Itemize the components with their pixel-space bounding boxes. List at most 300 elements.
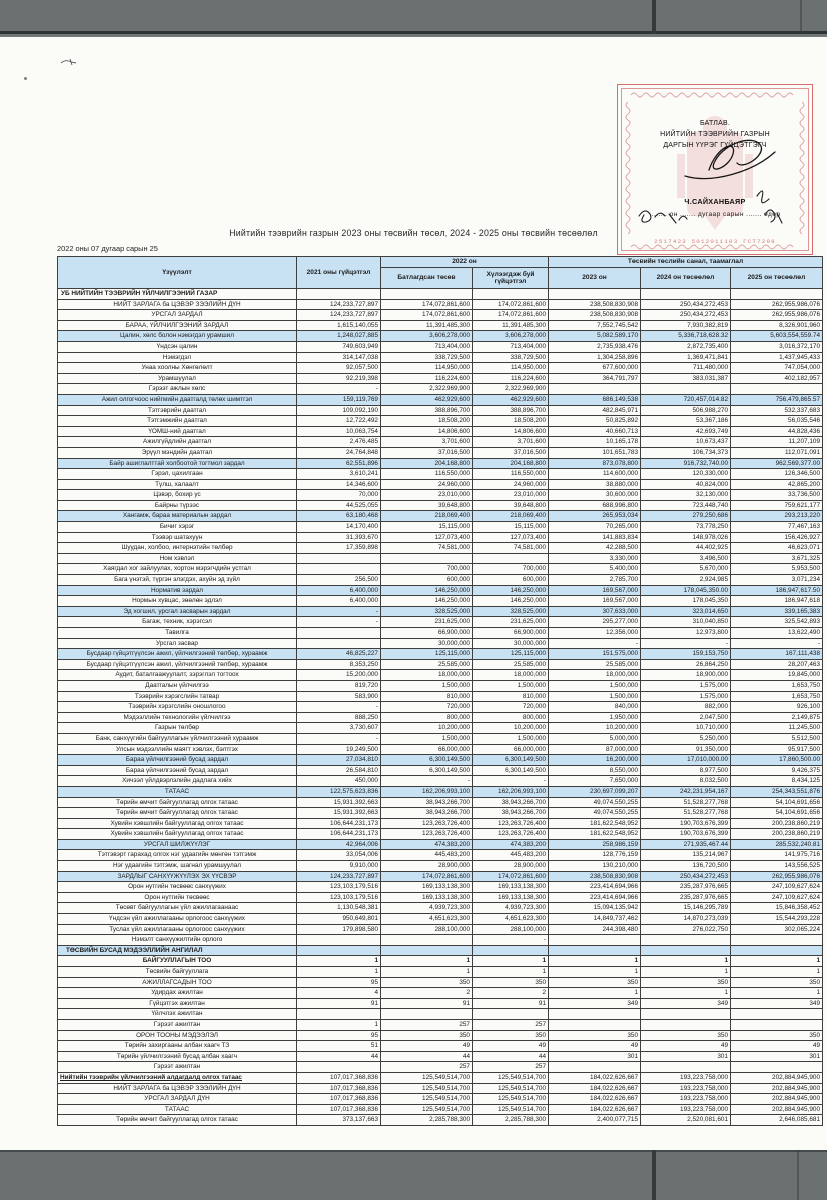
row-value: 200,238,860,219 <box>731 818 823 829</box>
row-value: 1,500,000 <box>473 680 549 691</box>
row-value: 124,233,727,897 <box>297 299 381 310</box>
row-label: Тэтгэврийн даатгал <box>58 405 297 416</box>
row-value <box>549 935 641 946</box>
row-value: 258,986,159 <box>549 839 641 850</box>
row-value: 14,806,600 <box>473 426 549 437</box>
table-row <box>58 850 823 861</box>
row-value: 7,650,000 <box>549 776 641 787</box>
row-value: 474,383,200 <box>381 839 473 850</box>
row-value <box>297 628 381 639</box>
row-value: 7,552,745,542 <box>549 320 641 331</box>
row-label: Ажил олгогчоос нийгмийн даатгалд төлөх шимтгэл <box>58 394 297 405</box>
row-value: 193,223,758,000 <box>641 1104 731 1115</box>
row-label: Төрийн өмчит байгууллагад олгох татаас <box>58 797 297 808</box>
header-group-2022: 2022 он <box>381 257 549 268</box>
row-value: 810,000 <box>381 691 473 702</box>
row-value: 244,398,480 <box>549 924 641 935</box>
row-label: Бичиг хэрэг <box>58 522 297 533</box>
row-value: 148,978,026 <box>641 532 731 543</box>
row-value: 2,285,788,300 <box>381 1115 473 1126</box>
row-value: 15,544,293,228 <box>731 914 823 925</box>
row-value: 73,778,250 <box>641 522 731 533</box>
table-row <box>58 892 823 903</box>
row-value: 38,880,000 <box>549 479 641 490</box>
row-value: 301 <box>731 1051 823 1062</box>
row-value: 720,000 <box>473 702 549 713</box>
row-label: БАЙГУУЛЛАГЫН ТОО <box>58 956 297 967</box>
row-label: Хувийн хэвшлийн байгууллагад олгох татаас <box>58 829 297 840</box>
row-value: 39,648,800 <box>381 500 473 511</box>
row-value: 5,512,500 <box>731 733 823 744</box>
row-value: 19,249,500 <box>297 744 381 755</box>
row-value: 2,149,875 <box>731 712 823 723</box>
row-value: 167,111,438 <box>731 649 823 660</box>
row-value <box>641 384 731 395</box>
row-value: - <box>381 776 473 787</box>
table-row <box>58 511 823 522</box>
table-row <box>58 458 823 469</box>
row-value: 8,353,250 <box>297 659 381 670</box>
row-value: 169,133,138,300 <box>381 892 473 903</box>
row-value: 1,437,945,433 <box>731 352 823 363</box>
table-row <box>58 786 823 797</box>
table-row <box>58 490 823 501</box>
row-label: Тавилга <box>58 628 297 639</box>
row-value: 338,729,500 <box>381 352 473 363</box>
row-value: 107,017,368,836 <box>297 1083 381 1094</box>
row-value: 174,072,861,600 <box>473 871 549 882</box>
row-value: - <box>641 638 731 649</box>
row-label: БАРАА, ҮЙЛЧИЛГЭЭНИЙ ЗАРДАЛ <box>58 320 297 331</box>
row-value: 583,900 <box>297 691 381 702</box>
row-value: 125,549,514,700 <box>381 1072 473 1083</box>
row-value: - <box>297 733 381 744</box>
row-label: Тээврийн хэрэгслийн татвар <box>58 691 297 702</box>
table-row <box>58 861 823 872</box>
table-row <box>58 1104 823 1115</box>
row-value: 30,600,000 <box>549 490 641 501</box>
row-value: 8,434,125 <box>731 776 823 787</box>
row-value: 302,065,224 <box>731 924 823 935</box>
row-value: 125,549,514,700 <box>473 1083 549 1094</box>
row-value: 143,556,525 <box>731 861 823 872</box>
row-value <box>641 935 731 946</box>
row-value: 328,525,000 <box>381 606 473 617</box>
row-value: 19,845,000 <box>731 670 823 681</box>
row-value: 10,200,000 <box>549 723 641 734</box>
table-row <box>58 765 823 776</box>
row-value: - <box>297 384 381 395</box>
row-value: 123,103,179,516 <box>297 882 381 893</box>
row-label: УРСГАЛ ЗАРДАЛ <box>58 310 297 321</box>
document-page <box>0 37 827 1150</box>
row-value: 1,653,750 <box>731 691 823 702</box>
row-value: 301 <box>641 1051 731 1062</box>
row-value <box>381 945 473 956</box>
row-value: 686,149,538 <box>549 394 641 405</box>
row-value <box>297 935 381 946</box>
stamp-date-blank: ........ он ....... дугаар сарын ....... өдөр <box>649 211 781 218</box>
row-value <box>641 289 731 300</box>
table-row <box>58 988 823 999</box>
row-value: 5,082,589,170 <box>549 331 641 342</box>
row-value: 193,223,758,000 <box>641 1083 731 1094</box>
row-value: 18,508,200 <box>381 416 473 427</box>
row-value: 50,825,892 <box>549 416 641 427</box>
table-row <box>58 659 823 670</box>
row-value: 46,825,227 <box>297 649 381 660</box>
row-value: 9,910,000 <box>297 861 381 872</box>
row-value: 40,824,000 <box>641 479 731 490</box>
row-label: ЗАРДЛЫГ САНХҮҮЖҮҮЛЭХ ЭХ ҮҮСВЭР <box>58 871 297 882</box>
row-value: 14,170,400 <box>297 522 381 533</box>
row-value: 759,621,177 <box>731 500 823 511</box>
row-value: 2,322,969,900 <box>381 384 473 395</box>
row-label: Бараа үйлчилгээний бусад зардал <box>58 765 297 776</box>
row-value: 107,017,368,836 <box>297 1094 381 1105</box>
row-value: 3,071,234 <box>731 575 823 586</box>
row-value: 25,585,000 <box>473 659 549 670</box>
row-value: 32,130,000 <box>641 490 731 501</box>
row-value: 156,426,927 <box>731 532 823 543</box>
table-row <box>58 373 823 384</box>
row-value: 14,870,273,039 <box>641 914 731 925</box>
row-value <box>381 935 473 946</box>
row-value: 10,673,437 <box>641 437 731 448</box>
row-value: 1,130,548,381 <box>297 903 381 914</box>
table-row <box>58 818 823 829</box>
row-label: Унаа хоолны Хөнгөлөлт <box>58 363 297 374</box>
row-label: Гэрээт ажлын хөлс <box>58 384 297 395</box>
row-value: 402,182,957 <box>731 373 823 384</box>
row-value: 1 <box>731 967 823 978</box>
row-value: 1 <box>549 967 641 978</box>
row-value: 28,900,000 <box>381 861 473 872</box>
row-value: 373,137,663 <box>297 1115 381 1126</box>
table-row <box>58 744 823 755</box>
row-value: 235,287,976,665 <box>641 892 731 903</box>
row-value: 42,693,749 <box>641 426 731 437</box>
row-value: 4,651,623,300 <box>381 914 473 925</box>
row-value: 169,567,000 <box>549 585 641 596</box>
row-value: 26,864,250 <box>641 659 731 670</box>
table-row <box>58 522 823 533</box>
row-label: Хувийн хэвшлийн байгууллагад олгох татаас <box>58 818 297 829</box>
row-value <box>297 553 381 564</box>
row-value: 1,500,000 <box>381 733 473 744</box>
row-value: 202,884,945,900 <box>731 1083 823 1094</box>
table-row <box>58 829 823 840</box>
table-row <box>58 882 823 893</box>
row-label: Тээвэр шатахуун <box>58 532 297 543</box>
row-label: Ажилгүйдлийн даатгал <box>58 437 297 448</box>
row-value: 179,898,580 <box>297 924 381 935</box>
table-row <box>58 1115 823 1126</box>
row-value: 15,200,000 <box>297 670 381 681</box>
table-row <box>58 1030 823 1041</box>
row-value: 14,346,600 <box>297 479 381 490</box>
row-value: 279,250,686 <box>641 511 731 522</box>
row-value: 11,245,500 <box>731 723 823 734</box>
table-row <box>58 945 823 956</box>
row-value: 1 <box>549 988 641 999</box>
row-value: 350 <box>641 977 731 988</box>
row-value: 63,180,468 <box>297 511 381 522</box>
row-value: 40,660,713 <box>549 426 641 437</box>
row-value: 184,022,626,667 <box>549 1094 641 1105</box>
header-approved-budget: Батлагдсан төсөв <box>381 268 473 289</box>
row-value: 37,016,500 <box>381 447 473 458</box>
row-label: Гүйцэтгэх ажилтан <box>58 998 297 1009</box>
row-value: 125,115,000 <box>381 649 473 660</box>
row-value: 193,223,758,000 <box>641 1072 731 1083</box>
scanner-artifact-line <box>797 1150 799 1200</box>
row-value: 1,950,000 <box>549 712 641 723</box>
row-value <box>641 1062 731 1073</box>
row-label: Мэдээллийн технологийн үйлчилгээ <box>58 712 297 723</box>
row-value: 186,947,617.50 <box>731 585 823 596</box>
row-value: 116,224,600 <box>473 373 549 384</box>
row-value: 28,207,463 <box>731 659 823 670</box>
row-value: 388,896,700 <box>381 405 473 416</box>
row-value: 950,649,801 <box>297 914 381 925</box>
table-row <box>58 437 823 448</box>
row-value: 2,285,788,300 <box>473 1115 549 1126</box>
table-row <box>58 479 823 490</box>
row-value: 126,346,500 <box>731 469 823 480</box>
header-group-proposal: Төсвийн төслийн санал, таамаглал <box>549 257 823 268</box>
row-value: 116,550,000 <box>381 469 473 480</box>
row-value: 250,434,272,453 <box>641 871 731 882</box>
row-value: 1,500,000 <box>381 680 473 691</box>
table-row <box>58 977 823 988</box>
row-value: 8,977,500 <box>641 765 731 776</box>
table-row <box>58 289 823 300</box>
row-label: Бага үнэтэй, түргэн элэгдэх, ахуйн эд зүйл <box>58 575 297 586</box>
table-row <box>58 310 823 321</box>
row-value: 49,074,550,255 <box>549 797 641 808</box>
row-value: 749,603,949 <box>297 341 381 352</box>
row-value: 125,549,514,700 <box>473 1072 549 1083</box>
row-label: Бараа үйлчилгээний бусад зардал <box>58 755 297 766</box>
row-value: 184,022,626,667 <box>549 1083 641 1094</box>
table-row <box>58 1094 823 1105</box>
row-value: 112,071,091 <box>731 447 823 458</box>
row-value: 388,896,700 <box>473 405 549 416</box>
row-value: 1,500,000 <box>549 691 641 702</box>
row-value: 962,569,377.00 <box>731 458 823 469</box>
row-value: 42,964,006 <box>297 839 381 850</box>
row-value: 136,720,500 <box>641 861 731 872</box>
row-value: 756,479,865.57 <box>731 394 823 405</box>
table-row <box>58 564 823 575</box>
row-value: 10,200,000 <box>473 723 549 734</box>
row-value: 2,735,938,476 <box>549 341 641 352</box>
row-value: 174,072,861,600 <box>381 310 473 321</box>
row-value: 169,567,000 <box>549 596 641 607</box>
row-value <box>297 638 381 649</box>
row-value: 11,207,109 <box>731 437 823 448</box>
row-value: 174,072,861,600 <box>473 310 549 321</box>
row-value: 106,644,231,173 <box>297 829 381 840</box>
row-value: 44 <box>381 1051 473 1062</box>
row-label: Удирдах ажилтан <box>58 988 297 999</box>
row-value: 174,072,861,600 <box>381 299 473 310</box>
row-label: Төрийн үйлчилгээний бусад албан хаагч <box>58 1051 297 1062</box>
table-row <box>58 776 823 787</box>
row-value: 62,551,896 <box>297 458 381 469</box>
row-value: 74,581,000 <box>381 543 473 554</box>
stamp-serial-number: 2517423 5012011103 ГСТ7298 <box>654 238 776 245</box>
row-value: 688,996,800 <box>549 500 641 511</box>
row-value: 181,622,548,952 <box>549 829 641 840</box>
row-value: 285,532,240.81 <box>731 839 823 850</box>
table-row <box>58 797 823 808</box>
table-row <box>58 585 823 596</box>
row-label: Эд хогшил, урсгал засварын зардал <box>58 606 297 617</box>
table-row <box>58 500 823 511</box>
row-value: 18,000,000 <box>381 670 473 681</box>
table-row <box>58 596 823 607</box>
row-value: 135,214,967 <box>641 850 731 861</box>
row-label: Хаягдал хог зайлуулах, хортон мэрэгчдийн устгал <box>58 564 297 575</box>
scanner-band-bottom <box>0 1150 827 1200</box>
row-value: 4,939,723,300 <box>381 903 473 914</box>
row-label: Хангамж, бараа материалын зардал <box>58 511 297 522</box>
row-value: 24,764,848 <box>297 447 381 458</box>
row-value: 49 <box>549 1041 641 1052</box>
row-value: 114,950,000 <box>381 363 473 374</box>
table-row <box>58 956 823 967</box>
table-row <box>58 447 823 458</box>
row-value: 2,047,500 <box>641 712 731 723</box>
row-label: Улсын мэдээллийн маягт хэвлэх, бэлтгэх <box>58 744 297 755</box>
row-value: 723,448,740 <box>641 500 731 511</box>
row-value: 15,146,295,789 <box>641 903 731 914</box>
row-value: 10,063,754 <box>297 426 381 437</box>
row-value: 6,400,000 <box>297 596 381 607</box>
row-value: 101,651,783 <box>549 447 641 458</box>
row-label: ТАТААС <box>58 1104 297 1115</box>
row-label: Цэвэр, бохир ус <box>58 490 297 501</box>
row-value: 15,846,358,452 <box>731 903 823 914</box>
row-value: 238,508,830,908 <box>549 871 641 882</box>
table-row <box>58 553 823 564</box>
row-value: 16,200,000 <box>549 755 641 766</box>
row-label: Гэрээт ажилтан <box>58 1019 297 1030</box>
row-label: Төрийн өмчит байгууллагад олгох татаас <box>58 1115 297 1126</box>
row-value: 2,872,735,400 <box>641 341 731 352</box>
row-value: 193,223,758,000 <box>641 1094 731 1105</box>
row-value: 350 <box>731 1030 823 1041</box>
row-label: Шуудан, холбоо, интернэтийн төлбөр <box>58 543 297 554</box>
row-value: 27,034,810 <box>297 755 381 766</box>
row-value: 91,350,000 <box>641 744 731 755</box>
row-value: 3,701,600 <box>381 437 473 448</box>
row-value: 15,094,135,942 <box>549 903 641 914</box>
row-label: Нэмэлт санхүүжилтийн орлого <box>58 935 297 946</box>
row-value: 2,476,485 <box>297 437 381 448</box>
row-value: 350 <box>381 1030 473 1041</box>
row-value: 1 <box>381 956 473 967</box>
row-value: 107,017,368,836 <box>297 1104 381 1115</box>
row-value: 146,250,000 <box>473 585 549 596</box>
row-value: 159,119,769 <box>297 394 381 405</box>
row-value: 70,265,000 <box>549 522 641 533</box>
row-value: 44,402,925 <box>641 543 731 554</box>
table-row <box>58 935 823 946</box>
row-value <box>297 945 381 956</box>
row-value <box>473 289 549 300</box>
row-value: 482,845,971 <box>549 405 641 416</box>
row-value: 54,104,691,656 <box>731 808 823 819</box>
row-value: 141,883,834 <box>549 532 641 543</box>
table-row <box>58 384 823 395</box>
row-value: 123,263,726,400 <box>381 829 473 840</box>
row-value: 819,720 <box>297 680 381 691</box>
table-row <box>58 755 823 766</box>
row-value: 12,722,492 <box>297 416 381 427</box>
row-value <box>473 1009 549 1020</box>
row-value: 74,581,000 <box>473 543 549 554</box>
row-value: - <box>297 702 381 713</box>
row-value: 4,939,723,300 <box>473 903 549 914</box>
table-row <box>58 839 823 850</box>
row-value: 1 <box>473 956 549 967</box>
row-label: ОРОН ТООНЫ МЭДЭЭЛЭЛ <box>58 1030 297 1041</box>
row-value: 28,900,000 <box>473 861 549 872</box>
row-value: 202,884,945,900 <box>731 1104 823 1115</box>
row-value: 2,400,077,715 <box>549 1115 641 1126</box>
row-value: 713,404,000 <box>473 341 549 352</box>
row-value: 445,483,200 <box>381 850 473 861</box>
row-value: 339,165,383 <box>731 606 823 617</box>
row-value: 231,625,000 <box>381 617 473 628</box>
row-value: 256,500 <box>297 575 381 586</box>
table-row <box>58 543 823 554</box>
row-value: 4,651,623,300 <box>473 914 549 925</box>
row-value: 38,943,266,700 <box>473 808 549 819</box>
row-value: 91 <box>297 998 381 1009</box>
row-value: 265,953,034 <box>549 511 641 522</box>
row-value: 124,233,727,897 <box>297 871 381 882</box>
table-row <box>58 617 823 628</box>
row-value: 125,549,514,700 <box>381 1083 473 1094</box>
row-value: 10,710,000 <box>641 723 731 734</box>
row-value: 1 <box>381 967 473 978</box>
row-value: 13,622,490 <box>731 628 823 639</box>
row-value: 1,615,140,055 <box>297 320 381 331</box>
row-value: 257 <box>473 1019 549 1030</box>
row-value: 146,250,000 <box>381 585 473 596</box>
row-value: 3,701,600 <box>473 437 549 448</box>
row-value: 223,414,694,966 <box>549 892 641 903</box>
header-indicator: Үзүүлэлт <box>58 257 297 289</box>
row-value: 26,584,810 <box>297 765 381 776</box>
row-value: 39,648,800 <box>473 500 549 511</box>
row-label: Туслах үйл ажиллагааны орлогоос санхүүжих <box>58 924 297 935</box>
row-value: 325,542,893 <box>731 617 823 628</box>
row-label: УРСГАЛ ШИЛЖҮҮЛЭГ <box>58 839 297 850</box>
row-value: 840,000 <box>549 702 641 713</box>
row-label: Үйлчлэх ажилтан <box>58 1009 297 1020</box>
row-value: 600,000 <box>381 575 473 586</box>
row-value: 24,960,000 <box>473 479 549 490</box>
row-value: 122,575,623,836 <box>297 786 381 797</box>
row-value: 2,646,085,681 <box>731 1115 823 1126</box>
row-value: 1 <box>641 956 731 967</box>
row-value: 3,330,000 <box>549 553 641 564</box>
